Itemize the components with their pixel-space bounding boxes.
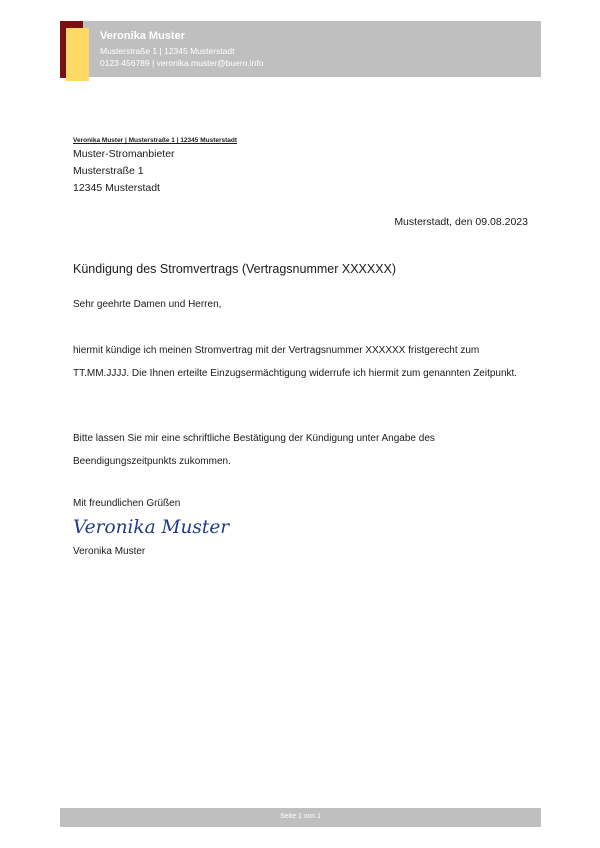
body-paragraph-1: hiermit kündige ich meinen Stromvertrag mit der Vertragsnummer XXXXXX fristgerecht zum TT.MM.JJJJ. Die Ihnen erteilte Einzugsermächtigung widerrufe ich hiermit zum genannten Zeitpunkt. [73,345,518,379]
logo-yellow-block [66,28,89,81]
recipient-street: Musterstraße 1 [73,165,144,177]
salutation: Sehr geehrte Damen und Herren, [73,299,222,310]
date-line: Musterstadt, den 09.08.2023 [394,216,528,228]
letterhead-address: Musterstraße 1 | 12345 Musterstadt [100,46,235,56]
printed-name: Veronika Muster [73,546,146,557]
recipient-company: Muster-Stromanbieter [73,148,175,160]
page-number: Seite 1 von 1 [280,813,321,820]
letter-subject: Kündigung des Stromvertrags (Vertragsnummer XXXXXX) [73,262,397,276]
handwritten-signature: Veronika Muster [73,517,230,538]
closing-phrase: Mit freundlichen Grüßen [73,498,181,509]
body-paragraph-2: Bitte lassen Sie mir eine schriftliche Bestätigung der Kündigung unter Angabe des Beendigungszeitpunkts zukommen. [73,433,435,467]
recipient-city: 12345 Musterstadt [73,182,160,194]
letterhead-name: Veronika Muster [100,30,185,42]
letterhead-contact: 0123 456789 | veronika.muster@buero.info [100,58,264,68]
sender-return-line: Veronika Muster | Musterstraße 1 | 12345 Musterstadt [73,137,238,144]
footer-bar [60,808,541,827]
